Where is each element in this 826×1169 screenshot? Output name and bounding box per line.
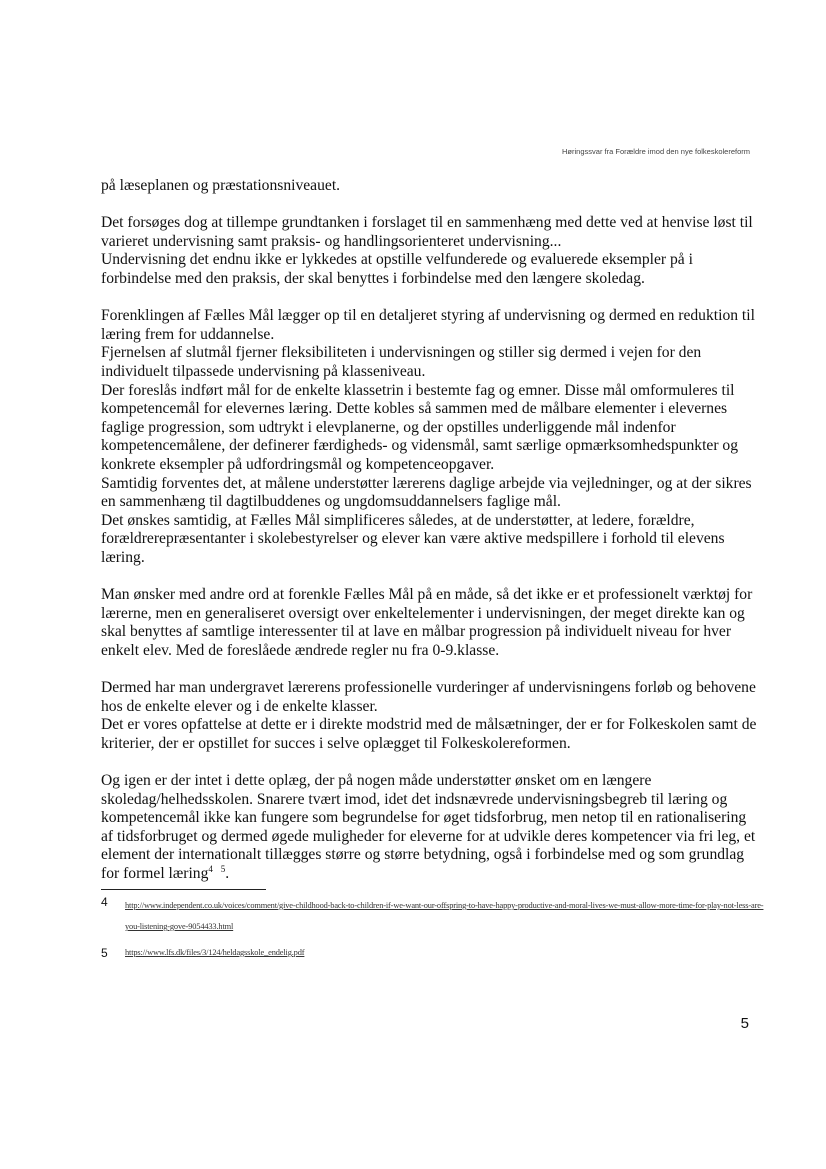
footnote-number: 5 <box>101 946 108 960</box>
paragraph: Det forsøges dog at tillempe grundtanken i forslaget til en sammenhæng med dette ved at henvise løst til varieret undervisning samt praksis- og handlingsorienteret undervisning... <box>101 214 753 250</box>
footnote-ref-4[interactable]: 4 <box>208 863 213 874</box>
paragraph: Dermed har man undergravet lærerens professionelle vurderinger af undervisningens forløb og behovene hos de enkelte elever og i de enkelte klasser. <box>101 679 756 715</box>
paragraph: Samtidig forventes det, at målene understøtter lærerens daglige arbejde via vejledninger, og at der sikres en sammenhæng til dagtilbuddenes og ungdomsuddannelsers faglige mål. <box>101 474 752 511</box>
page-number: 5 <box>740 1015 749 1032</box>
paragraph: Der foreslås indført mål for de enkelte klassetrin i bestemte fag og emner. Disse mål omformuleres til kompetencemål for elevernes læring. Dette kobles så sammen med de målbare elementer i elevernes faglige progression, som udtrykt i elevplanerne, og der opstilles underliggende mål indenfor kompetencemålene, der definerer færdigheds- og vidensmål, samt særlige opmærksomhedspunkter og konkrete eksempler på udfordringsmål og kompetenceopgaver. <box>101 381 739 473</box>
last-paragraph <box>101 772 761 884</box>
body-text <box>101 177 761 884</box>
footnote-number: 4 <box>101 895 108 909</box>
paragraph-end: . <box>225 864 230 882</box>
footnote-ref-5[interactable]: 5 <box>220 863 226 874</box>
paragraph: Det ønskes samtidig, at Fælles Mål simplificeres således, at de understøtter, at ledere, forældre, forældrerepræsentanter i skolebestyrelser og elever kan være aktive medspillere i forhold til elevens læring. <box>101 511 725 566</box>
paragraph: Man ønsker med andre ord at forenkle Fælles Mål på en måde, så det ikke er et professionelt værktøj for lærerne, men en generaliseret oversigt over enkeltelementer i undervisningen, der meget direkte kan og skal benyttes af samtlige interessenter til at lave en målbar progression på individuelt niveau for hver enkelt elev. Med de foreslåede ændrede regler nu fra 0-9.klasse. <box>101 586 753 659</box>
footnote-link[interactable]: https://www.lfs.dk/files/3/124/heldagsskole_endelig.pdf <box>125 948 305 957</box>
running-header: Høringssvar fra Forældre imod den nye folkeskolereform <box>562 147 750 156</box>
paragraph: Fjernelsen af slutmål fjerner fleksibiliteten i undervisningen og stiller sig dermed i vejen for den individuelt tilpassede undervisning på klasseniveau. <box>101 344 702 380</box>
paragraph-text: Og igen er der intet i dette oplæg, der på nogen måde understøtter ønsket om en længere skoledag/helhedsskolen. Snarere tvært imod, idet det indsnævrede undervisningsbegreb til læring og kompetencemål ikke kan fungere som begrundelse for øget tidsforbrug, men netop til en rationalisering af tidsforbruget og dermed øgede muligheder for eleverne for at udvikle deres kompetencer via fri leg, et element der internationalt tillægges større og større betydning, også i forbindelse med og som grundlag for formel læring <box>101 772 756 882</box>
paragraph: Forenklingen af Fælles Mål lægger op til en detaljeret styring af undervisning og dermed en reduktion til læring frem for uddannelse. <box>101 307 755 343</box>
paragraph: Undervisning det endnu ikke er lykkedes at opstille velfunderede og evaluerede eksempler på i forbindelse med den praksis, der skal benyttes i forbindelse med den længere skoledag. <box>101 251 693 287</box>
footnote-link[interactable]: http://www.independent.co.uk/voices/comment/give-childhood-back-to-children-if-we-want-our-offspring-to-have-happy-productive-and-moral-lives-we-must-allow-more-time-for-play-not-less-are-you-listening-gove-9054433.html <box>125 901 764 931</box>
footnote-divider <box>101 889 266 890</box>
paragraph: Det er vores opfattelse at dette er i direkte modstrid med de målsætninger, der er for Folkeskolen samt de kriterier, der er opstillet for succes i selve oplægget til Folkeskolereformen. <box>101 716 757 752</box>
paragraph: på læseplanen og præstationsniveauet. <box>101 177 341 194</box>
